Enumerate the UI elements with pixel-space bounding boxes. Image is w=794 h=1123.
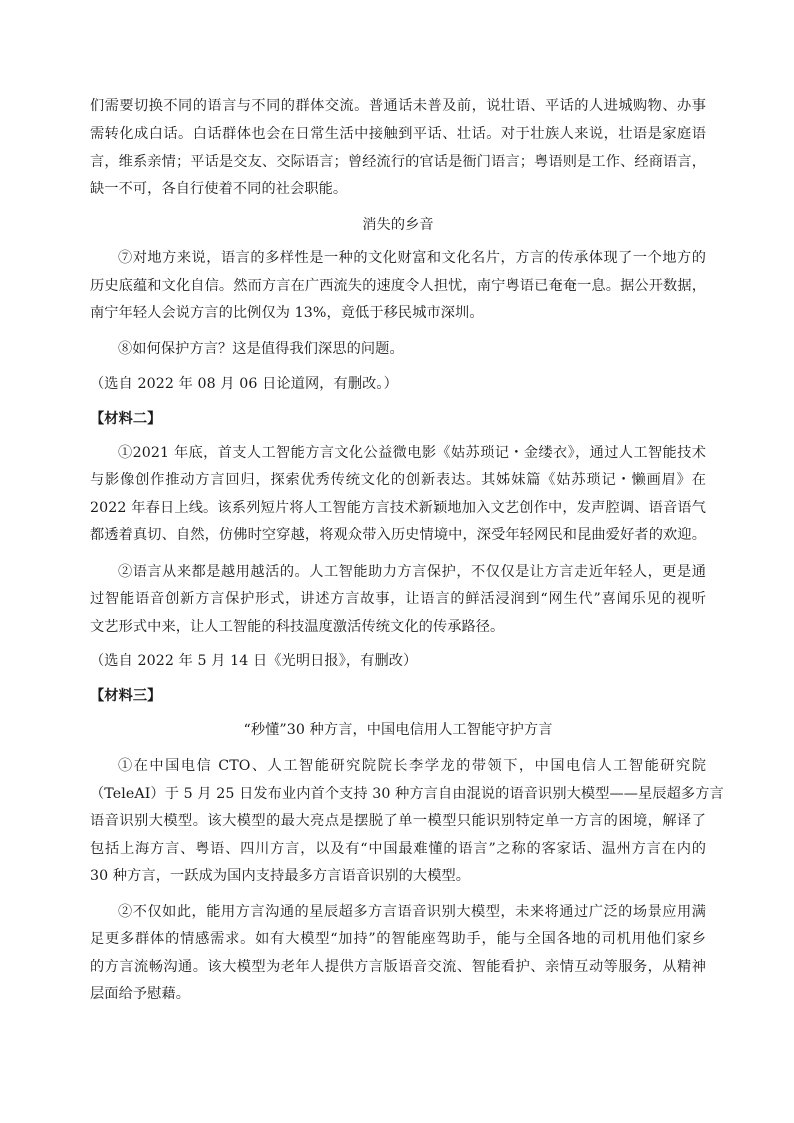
paragraph-line: 层面给予慰藉。	[90, 986, 191, 1002]
intro-line: 需转化成白话。白话群体也会在日常生活中接触到平话、壮话。对于壮族人来说，壮语是家庭语	[90, 126, 706, 142]
paragraph-line: ⑧如何保护方言？这是值得我们深思的问题。	[118, 341, 404, 357]
paragraph-line: ①在中国电信 CTO、人工智能研究院院长李学龙的带领下，中国电信人工智能研究院	[118, 758, 706, 774]
source-citation: （选自 2022 年 5 月 14 日《光明日报》，有删改）	[90, 653, 418, 669]
paragraph-line: 足更多群体的情感需求。如有大模型“加持”的智能座驾助手，能与全国各地的司机用他们家乡	[90, 931, 706, 947]
material-title: 【材料二】	[90, 411, 162, 427]
paragraph-line: 南宁年轻人会说方言的比例仅为 13%，竟低于移民城市深圳。	[90, 305, 484, 321]
paragraph-line: ②语言从来都是越用越活的。人工智能助力方言保护，不仅仅是让方言走近年轻人，更是通	[118, 564, 706, 580]
intro-line: 缺一不可，各自行使着不同的社会职能。	[90, 181, 348, 197]
paragraph-line: ①2021 年底，首支人工智能方言文化公益微电影《姑苏琐记・金缕衣》，通过人工智能技术	[118, 445, 706, 461]
paragraph-line: （TeleAI）于 5 月 25 日发布业内首个支持 30 种方言自由混说的语音识别大模型——星辰超多方言	[90, 786, 724, 802]
source-citation: （选自 2022 年 08 月 06 日论道网，有删改。）	[90, 376, 398, 392]
paragraph-line: ⑦对地方来说，语言的多样性是一种的文化财富和文化名片，方言的传承体现了一个地方的	[118, 250, 706, 266]
paragraph-line: 语音识别大模型。该大模型的最大亮点是摆脱了单一模型只能识别特定单一方言的困境，解译了	[90, 813, 706, 829]
paragraph-line: 30 种方言，一跃成为国内支持最多方言语音识别的大模型。	[90, 868, 471, 884]
section-heading: “秒懂”30 种方言，中国电信用人工智能守护方言	[243, 722, 553, 738]
paragraph-line: 历史底蕴和文化自信。然而方言在广西流失的速度令人担忧，南宁粤语已奄奄一息。据公开数据，	[90, 278, 706, 294]
paragraph-line: 文艺形式中来，让人工智能的科技温度激活传统文化的传承路径。	[90, 619, 505, 635]
paragraph-line: 2022 年春日上线。该系列短片将人工智能方言技术新颖地加入文艺创作中，发声腔调、语音语气	[90, 500, 706, 516]
paragraph-line: 与影像创作推动方言回归，探索优秀传统文化的创新表达。其姊妹篇《姑苏琐记・懒画眉》在	[90, 472, 706, 488]
paragraph-line: ②不仅如此，能用方言沟通的星辰超多方言语音识别大模型，未来将通过广泛的场景应用满	[118, 904, 706, 920]
paragraph-line: 都透着真切、自然，仿佛时空穿越，将观众带入历史情境中，深受年轻网民和昆曲爱好者的欢迎。	[90, 527, 706, 543]
paragraph-line: 的方言流畅沟通。该大模型为老年人提供方言版语音交流、智能看护、亲情互动等服务，从精神	[90, 959, 706, 975]
intro-line: 言，维系亲情；平话是交友、交际语言；曾经流行的官话是衙门语言；粤语则是工作、经商语言，	[90, 154, 706, 170]
paragraph-line: 包括上海方言、粤语、四川方言，以及有“中国最难懂的语言”之称的客家话、温州方言在内的	[90, 841, 706, 857]
intro-line: 们需要切换不同的语言与不同的群体交流。普通话未普及前，说壮语、平话的人进城购物、办事	[90, 98, 706, 114]
paragraph-line: 过智能语音创新方言保护形式，讲述方言故事，让语言的鲜活浸润到“网生代”喜闻乐见的视听	[90, 591, 706, 607]
section-heading: 消失的乡音	[362, 217, 434, 233]
material-title: 【材料三】	[90, 688, 162, 704]
